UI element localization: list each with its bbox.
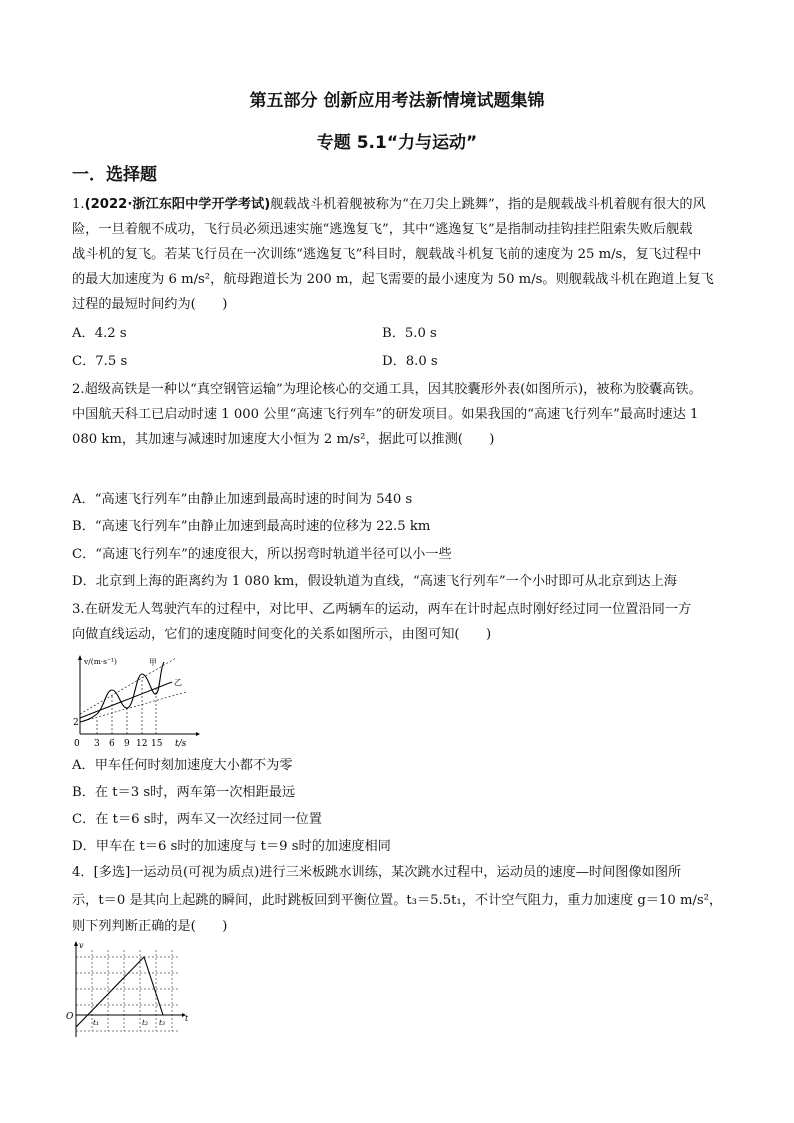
q3-label-jia: 甲 — [149, 658, 157, 667]
q4-x-label: t — [185, 1014, 189, 1023]
q1-line-2: 险，一旦着舰不成功，飞行员必须迅速实施“逃逸复飞”，其中“逃逸复飞”是指制动挂钩挂拦阻索失败后舰载 — [72, 222, 693, 237]
q1-source: (2022·浙江东阳中学开学考试) — [84, 197, 271, 212]
q1-line-5: 过程的最短时间约为( ) — [72, 297, 228, 312]
q4-line-2: 示，t＝0 是其向上起跳的瞬间，此时跳板回到平衡位置。t₃＝5.5t₁，不计空气阻力，重力加速度 g＝10 m/s²， — [72, 893, 723, 908]
q3-origin-label: 0 — [74, 739, 80, 749]
q3-option-d: D．甲车在 t＝6 s时的加速度与 t＝9 s时的加速度相同 — [72, 839, 391, 854]
q2-option-b: B．“高速飞行列车”由静止加速到最高时速的位移为 22.5 km — [72, 519, 431, 534]
q1-line-3: 战斗机的复飞。若某飞行员在一次训练“逃逸复飞”科目时，舰载战斗机复飞前的速度为 25 m/s，复飞过程中 — [72, 247, 702, 262]
q4-velocity-time-graph — [66, 940, 196, 1040]
q4-tick-t1: t₁ — [93, 1018, 100, 1027]
q3-x-tick-12: 12 — [136, 739, 148, 749]
q4-tick-t3: t₃ — [159, 1018, 166, 1027]
q1-option-a: A．4.2 s — [72, 326, 127, 341]
q3-line-2: 向做直线运动，它们的速度随时间变化的关系如图所示，由图可知( ) — [72, 627, 492, 642]
q2-option-c: C．“高速飞行列车”的速度很大，所以拐弯时轨道半径可以小一些 — [72, 547, 452, 562]
q2-line-3: 080 km，其加速与减速时加速度大小恒为 2 m/s²，据此可以推测( ) — [72, 432, 495, 447]
q3-y-arrow — [78, 655, 82, 660]
topic-title: 专题 5.1“力与运动” — [316, 133, 478, 153]
q1-option-b: B．5.0 s — [382, 326, 437, 341]
q2-option-a: A．“高速飞行列车”由静止加速到最高时速的时间为 540 s — [72, 492, 413, 507]
q1-line-4: 的最大加速度为 6 m/s²，航母跑道长为 200 m，起飞需要的最小速度为 50 m/s。则舰载战斗机在跑道上复飞 — [72, 272, 714, 287]
q4-vt-line — [76, 957, 166, 1027]
q3-y-tick-2: 2 — [73, 718, 79, 728]
section-heading: 一．选择题 — [72, 165, 157, 185]
q4-y-label: v — [79, 941, 84, 950]
q3-velocity-time-graph — [68, 652, 208, 752]
q2-option-d: D．北京到上海的距离约为 1 080 km，假设轨道为直线，“高速飞行列车”一个小时即可从北京到达上海 — [72, 574, 677, 589]
q4-line-1: 4．[多选]一运动员(可视为质点)进行三米板跳水训练，某次跳水过程中，运动员的速度—时间图像如图所 — [72, 865, 682, 880]
q1-number: 1. — [72, 197, 85, 212]
q4-tick-t2: t₂ — [142, 1018, 149, 1027]
q1-line-1 — [72, 196, 706, 214]
q4-origin-label: O — [66, 1012, 74, 1022]
q3-x-arrow — [196, 732, 200, 736]
q3-x-label: t/s — [175, 739, 187, 749]
q3-x-tick-15: 15 — [151, 739, 163, 749]
q3-option-a: A．甲车任何时刻加速度大小都不为零 — [72, 758, 293, 773]
q1-option-d: D．8.0 s — [382, 354, 438, 369]
q4-line-3: 则下列判断正确的是( ) — [72, 919, 228, 934]
q3-x-tick-3: 3 — [94, 739, 100, 749]
part-title: 第五部分 创新应用考法新情境试题集锦 — [249, 91, 545, 111]
q4-y-arrow — [74, 941, 78, 946]
q3-x-tick-9: 9 — [124, 739, 130, 749]
q3-line-1: 3.在研发无人驾驶汽车的过程中，对比甲、乙两辆车的运动，两车在计时起点时刚好经过同一位置沿同一方 — [72, 602, 692, 617]
q2-line-2: 中国航天科工已启动时速 1 000 公里“高速飞行列车”的研发项目。如果我国的“高速飞行列车”最高时速达 1 — [72, 407, 699, 422]
q3-label-yi: 乙 — [174, 678, 182, 687]
q3-option-b: B．在 t＝3 s时，两车第一次相距最远 — [72, 785, 296, 800]
q3-option-c: C．在 t＝6 s时，两车又一次经过同一位置 — [72, 812, 322, 827]
q2-line-1: 2.超级高铁是一种以“真空钢管运输”为理论核心的交通工具，因其胶囊形外表(如图所示)，被称为胶囊高铁。 — [72, 382, 702, 397]
q3-y-label: v/(m·s⁻¹) — [84, 657, 117, 666]
q1-option-c: C．7.5 s — [72, 354, 128, 369]
q3-x-tick-6: 6 — [109, 739, 115, 749]
q1-text: 舰载战斗机着舰被称为“在刀尖上跳舞”，指的是舰载战斗机着舰有很大的风 — [270, 197, 706, 212]
